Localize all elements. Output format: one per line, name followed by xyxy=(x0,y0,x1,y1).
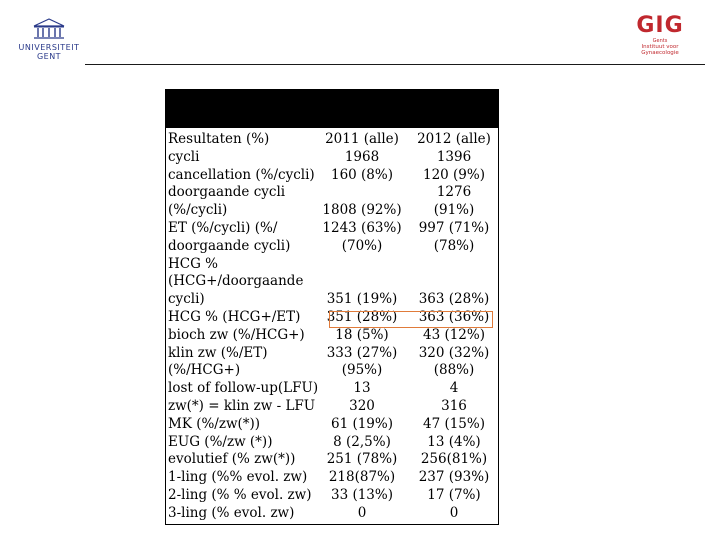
cell-2011: 1808 (92%) xyxy=(322,202,402,219)
row-label: bioch zw (%/HCG+) xyxy=(168,326,305,343)
table-row xyxy=(165,238,499,255)
cell-2011: (70%) xyxy=(341,237,383,254)
ugent-logo xyxy=(18,18,80,64)
table-row xyxy=(165,291,499,308)
ugent-wordmark-line1: UNIVERSITEIT xyxy=(18,43,80,52)
gig-wordmark: GIG xyxy=(636,13,684,38)
row-label: EUG (%/zw (*)) xyxy=(168,433,273,450)
row-label: cycli) xyxy=(168,291,205,308)
table-row xyxy=(165,184,499,201)
table-row xyxy=(165,345,499,362)
cell-2011: 1968 xyxy=(344,148,380,165)
cell-2012: (78%) xyxy=(433,237,475,254)
table-row xyxy=(165,434,499,451)
table-row xyxy=(165,149,499,166)
table-row xyxy=(165,469,499,486)
cell-2012: 43 (12%) xyxy=(422,326,485,343)
cell-2012: 47 (15%) xyxy=(422,415,485,432)
university-building-icon xyxy=(32,18,66,40)
cell-2012: 316 xyxy=(441,398,467,414)
cell-2012: 0 xyxy=(449,504,459,521)
cell-2011: 61 (19%) xyxy=(330,415,393,432)
table-row xyxy=(165,362,499,379)
cell-2012: 1276 xyxy=(436,184,472,201)
cell-2012: 997 (71%) xyxy=(418,220,490,236)
table-row xyxy=(165,380,499,397)
cell-2012: 256(81%) xyxy=(420,451,488,468)
highlight-box xyxy=(329,311,493,328)
ugent-wordmark-line2: GENT xyxy=(36,52,62,61)
table-row xyxy=(165,131,499,148)
row-label: 2-ling (% % evol. zw) xyxy=(168,487,312,503)
gig-logo xyxy=(632,14,688,70)
row-label: HCG % (HCG+/ET) xyxy=(168,309,301,325)
cell-2012: 1396 xyxy=(436,148,472,165)
table-row xyxy=(165,220,499,237)
gig-subtitle-2: Instituut voor xyxy=(641,44,679,50)
cell-2011: 320 xyxy=(349,398,375,414)
table-row xyxy=(165,327,499,344)
cell-2011: 2011 (alle) xyxy=(325,131,399,147)
row-label: cancellation (%/cycli) xyxy=(168,166,315,183)
row-label: doorgaande cycli xyxy=(168,184,286,201)
cell-2011: 13 xyxy=(353,380,371,397)
row-label: klin zw (%/ET) xyxy=(168,344,268,361)
cell-2011: (95%) xyxy=(341,362,383,379)
cell-2012: 2012 (alle) xyxy=(417,131,491,147)
cell-2011: 333 (27%) xyxy=(326,344,398,361)
cell-2012: (88%) xyxy=(433,362,475,379)
cell-2011: 218(87%) xyxy=(328,469,396,486)
table-row xyxy=(165,505,499,522)
cell-2011: 160 (8%) xyxy=(330,166,393,183)
cell-2011: 33 (13%) xyxy=(330,487,393,503)
table-row xyxy=(165,273,499,290)
row-label: HCG % xyxy=(168,255,219,272)
row-label: evolutief (% zw(*)) xyxy=(168,451,296,468)
row-label: lost of follow-up(LFU) xyxy=(168,380,319,397)
row-label: zw(*) = klin zw - LFU xyxy=(168,398,316,414)
cell-2012: 320 (32%) xyxy=(418,344,490,361)
cell-2012: 17 (7%) xyxy=(427,487,481,503)
cell-2011: 351 (19%) xyxy=(326,291,398,308)
row-label: MK (%/zw(*)) xyxy=(168,415,261,432)
cell-2012: 363 (36%) xyxy=(418,309,490,325)
cell-2011: 0 xyxy=(357,504,367,521)
row-label: (HCG+/doorgaande xyxy=(168,273,304,290)
gig-subtitle-1: Gents xyxy=(652,38,668,44)
cell-2011: 1243 (63%) xyxy=(322,220,402,236)
table-row xyxy=(165,416,499,433)
row-label: ET (%/cycli) (%/ xyxy=(168,220,278,236)
table-row xyxy=(165,256,499,273)
cell-2011: 8 (2,5%) xyxy=(333,433,391,450)
cryo-results-table xyxy=(165,89,499,525)
cell-2011: 251 (78%) xyxy=(326,451,398,468)
table-row xyxy=(165,202,499,219)
gig-subtitle-3: Gynaecologie xyxy=(641,50,679,56)
row-label: doorgaande cycli) xyxy=(168,237,291,254)
header-divider xyxy=(85,64,705,65)
cell-2012: 4 xyxy=(449,380,459,397)
table-title: Cryo behandelingen xyxy=(168,113,320,129)
row-label: (%/HCG+) xyxy=(168,362,241,379)
table-row xyxy=(165,451,499,468)
row-label: cycli xyxy=(168,148,200,165)
cell-2011: 18 (5%) xyxy=(335,326,389,343)
cell-2012: (91%) xyxy=(433,202,475,219)
row-label: (%/cycli) xyxy=(168,202,228,219)
row-label: 3-ling (% evol. zw) xyxy=(168,504,295,521)
table-row xyxy=(165,398,499,415)
cell-2012: 237 (93%) xyxy=(418,469,490,486)
table-row xyxy=(165,487,499,504)
row-label: Resultaten (%) xyxy=(168,131,270,147)
cell-2012: 13 (4%) xyxy=(427,433,481,450)
cell-2012: 120 (9%) xyxy=(422,166,485,183)
cell-2012: 363 (28%) xyxy=(418,291,490,308)
table-row xyxy=(165,167,499,184)
cell-2011: 351 (28%) xyxy=(326,309,398,325)
row-label: 1-ling (%% evol. zw) xyxy=(168,469,308,486)
